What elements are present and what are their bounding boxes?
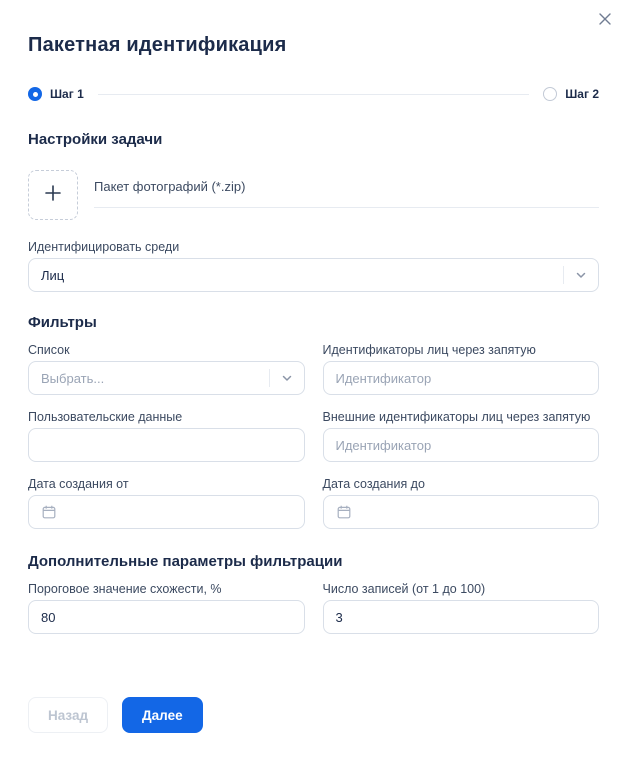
chevron-down-icon: [270, 372, 304, 384]
date-from-field: [28, 477, 305, 529]
identify-among-select[interactable]: [28, 258, 599, 292]
additional-params-heading: Дополнительные параметры фильтрации: [28, 553, 343, 570]
upload-info: [94, 170, 599, 220]
date-from-label: Дата создания от: [28, 477, 129, 491]
step-1-label: Шаг 1: [50, 87, 84, 101]
step-2[interactable]: [543, 87, 599, 101]
records-input[interactable]: [323, 600, 600, 634]
identify-among-label: Идентифицировать среди: [28, 240, 180, 254]
external-ids-input[interactable]: [323, 428, 600, 462]
face-ids-field: [323, 343, 600, 395]
user-data-label: Пользовательские данные: [28, 410, 183, 424]
filters-grid: [28, 343, 599, 529]
step-2-label: Шаг 2: [565, 87, 599, 101]
threshold-field: [28, 582, 305, 634]
modal-title: Пакетная идентификация: [28, 34, 287, 56]
list-field: [28, 343, 305, 395]
upload-photos-button[interactable]: [28, 170, 78, 220]
footer-actions: [28, 697, 203, 733]
select-right: [563, 259, 598, 291]
records-field: [323, 582, 600, 634]
date-to-field: [323, 477, 600, 529]
external-ids-field: [323, 410, 600, 462]
threshold-input[interactable]: [28, 600, 305, 634]
identify-among-field: [28, 240, 599, 292]
step-1[interactable]: [28, 87, 84, 101]
stepper: [28, 87, 599, 101]
stepper-connector: [98, 94, 530, 95]
close-icon: [598, 12, 612, 29]
chevron-down-icon: [564, 269, 598, 281]
upload-underline: [94, 207, 599, 208]
threshold-label: Пороговое значение схожести, %: [28, 582, 222, 596]
close-button[interactable]: [593, 8, 617, 32]
back-button[interactable]: Назад: [28, 697, 108, 733]
plus-icon: [43, 183, 63, 208]
list-placeholder: Выбрать...: [41, 370, 105, 386]
date-from-input[interactable]: [28, 495, 305, 529]
date-to-label: Дата создания до: [322, 477, 425, 491]
face-ids-label: Идентификаторы лиц через запятую: [322, 343, 536, 357]
list-select[interactable]: [28, 361, 305, 395]
date-to-input[interactable]: [323, 495, 600, 529]
step-1-radio-icon: [28, 87, 42, 101]
calendar-icon: [336, 504, 352, 520]
calendar-icon: [41, 504, 57, 520]
list-label: Список: [28, 343, 70, 357]
user-data-input[interactable]: [28, 428, 305, 462]
select-right: [269, 362, 304, 394]
filters-heading: Фильтры: [28, 314, 97, 331]
user-data-field: [28, 410, 305, 462]
task-settings-heading: Настройки задачи: [28, 131, 163, 148]
upload-row: [28, 170, 599, 220]
step-2-radio-icon: [543, 87, 557, 101]
next-button[interactable]: Далее: [122, 697, 203, 733]
records-label: Число записей (от 1 до 100): [322, 582, 486, 596]
upload-label: Пакет фотографий (*.zip): [94, 179, 246, 194]
external-ids-label: Внешние идентификаторы лиц через запятую: [322, 410, 591, 424]
face-ids-input[interactable]: [323, 361, 600, 395]
additional-params-grid: [28, 582, 599, 634]
identify-among-value: Лиц: [41, 267, 65, 283]
